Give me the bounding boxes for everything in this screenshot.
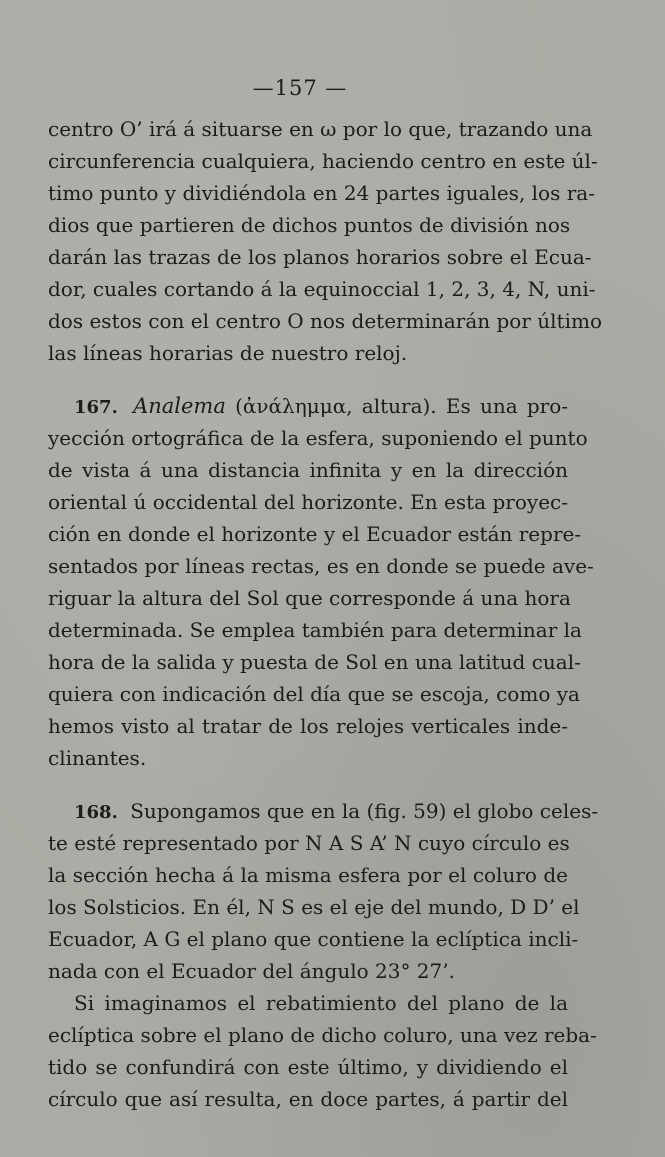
text-line: clinantes.	[48, 746, 147, 770]
text-line: círculo que así resulta, en doce partes, á partir del	[48, 1087, 568, 1111]
section-first-line	[48, 391, 568, 423]
text-line: centro O’ irá á situarse en ω por lo que, trazando una	[48, 117, 593, 141]
page-number: —157 —	[252, 76, 348, 100]
text-line: Ecuador, A G el plano que contiene la eclíptica incli-	[48, 927, 579, 951]
text-line: eclíptica sobre el plano de dicho coluro, una vez reba-	[48, 1023, 597, 1047]
section-first-line-text: Supongamos que en la (fig. 59) el globo celes-	[130, 799, 599, 823]
text-line: sentados por líneas rectas, es en donde se puede ave-	[48, 554, 594, 578]
text-line: circunferencia cualquiera, haciendo centro en este úl-	[48, 149, 598, 173]
text-line: dor, cuales cortando á la equinoccial 1, 2, 3, 4, N, uni-	[48, 277, 596, 301]
text-line: te esté representado por N A S A’ N cuyo círculo es	[48, 831, 570, 855]
text-line: darán las trazas de los planos horarios sobre el Ecua-	[48, 245, 592, 269]
section-number: 167.	[74, 397, 118, 418]
section-first-line-text: (ἀνάλημμα, altura). Es una pro-	[235, 394, 569, 418]
text-line: timo punto y dividiéndola en 24 partes iguales, los ra-	[48, 181, 595, 205]
text-line: dios que partieren de dichos puntos de división nos	[48, 213, 571, 237]
text-line: ción en donde el horizonte y el Ecuador están repre-	[48, 522, 582, 546]
text-line: determinada. Se emplea también para determinar la	[48, 618, 582, 642]
text-line: los Solsticios. En él, N S es el eje del mundo, D D’ el	[48, 895, 580, 919]
section-number: 168.	[74, 802, 118, 823]
text-line: la sección hecha á la misma esfera por el coluro de	[48, 863, 568, 887]
text-line: Si imaginamos el rebatimiento del plano de la	[74, 991, 568, 1015]
text-line: hemos visto al tratar de los relojes verticales inde-	[48, 714, 568, 738]
text-line: las líneas horarias de nuestro reloj.	[48, 341, 408, 365]
text-line: quiera con indicación del día que se escoja, como ya	[48, 682, 580, 706]
section-term: Analema	[133, 394, 226, 418]
text-line: hora de la salida y puesta de Sol en una latitud cual-	[48, 650, 581, 674]
text-line: tido se confundirá con este último, y dividiendo el	[48, 1055, 568, 1079]
text-line: nada con el Ecuador del ángulo 23° 27’.	[48, 959, 455, 983]
text-line: yección ortográfica de la esfera, suponiendo el punto	[48, 426, 588, 450]
text-line: dos estos con el centro O nos determinarán por último	[48, 309, 602, 333]
text-line: oriental ú occidental del horizonte. En esta proyec-	[48, 490, 568, 514]
section-first-line	[48, 796, 599, 828]
text-line: de vista á una distancia infinita y en la dirección	[48, 458, 568, 482]
text-line: riguar la altura del Sol que corresponde á una hora	[48, 586, 571, 610]
